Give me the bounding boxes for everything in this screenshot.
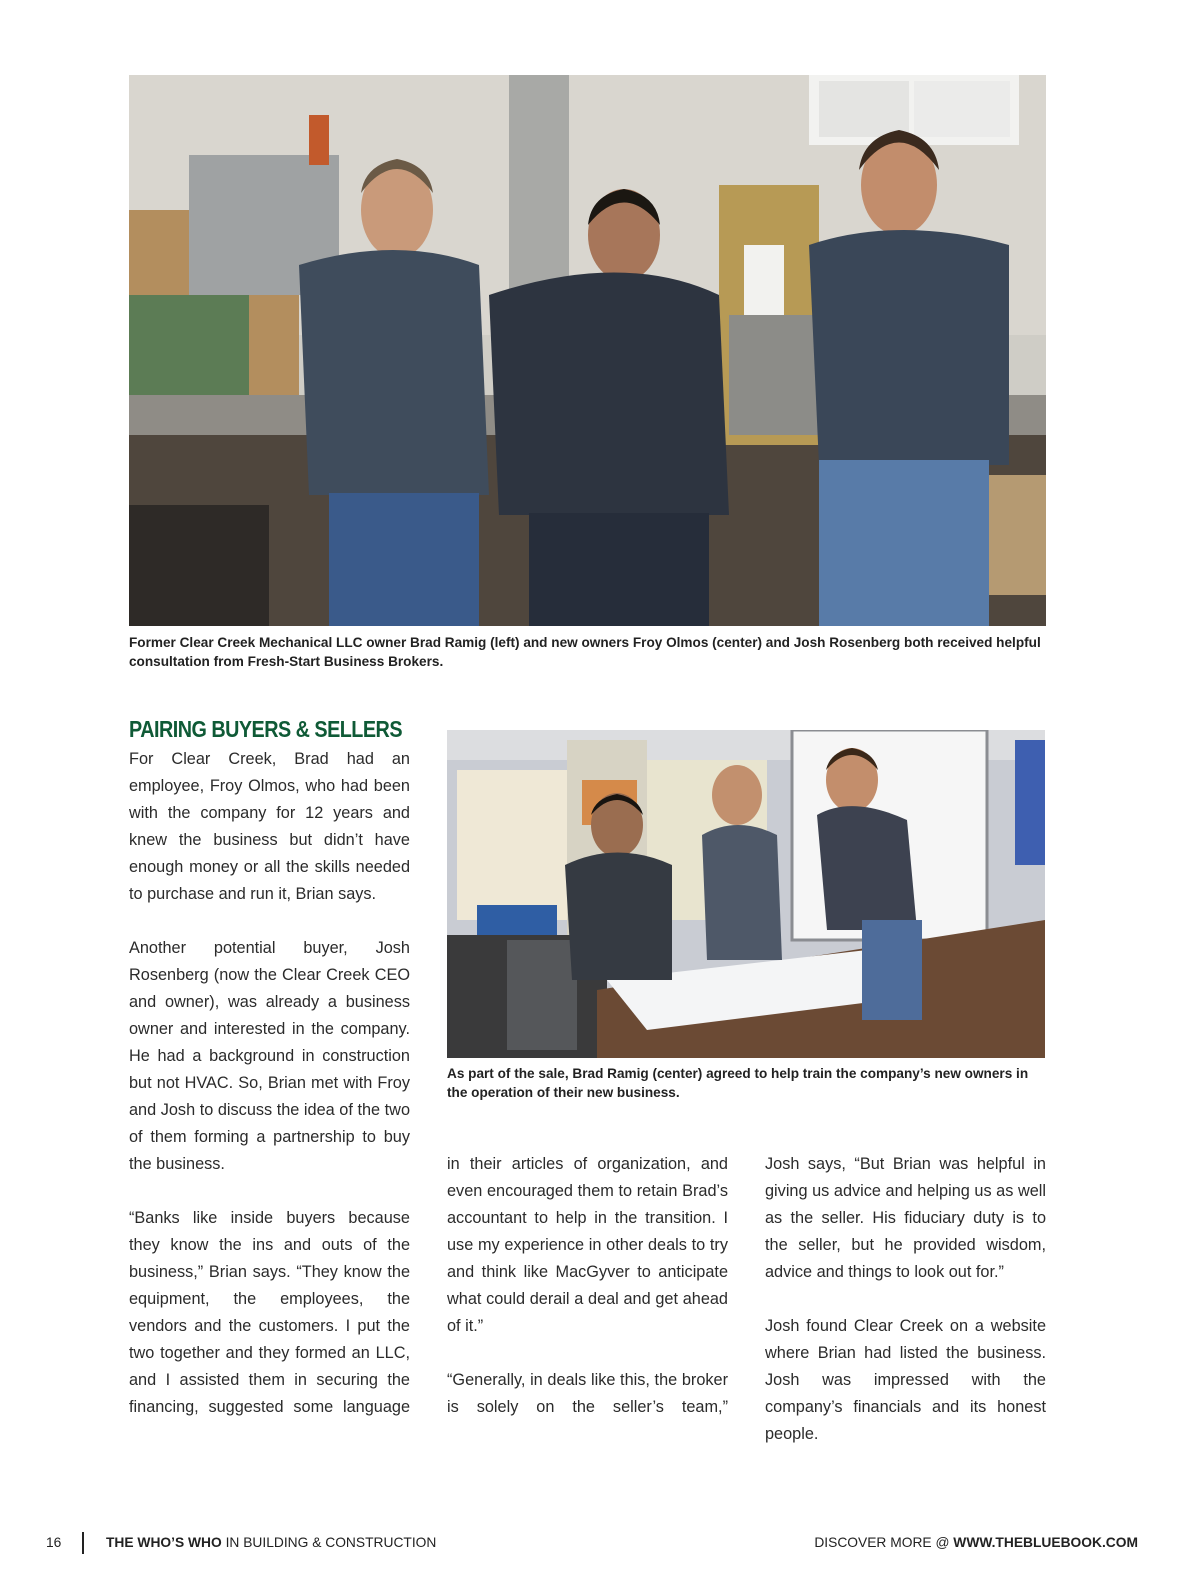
page-number: 16	[46, 1535, 62, 1550]
publication-name-bold: THE WHO’S WHO	[106, 1535, 222, 1550]
paragraph: Another potential buyer, Josh Rosenberg (now the Clear Creek CEO and owner), was already a business owner and interested in the company. He had a background in construction but not HVAC. So, Brian met with Froy and Josh to discuss the idea of the two of them forming a partnership to buy the business.	[129, 939, 410, 1173]
office-photo-illustration	[447, 730, 1045, 1058]
paragraph: “Banks like inside buyers because they know the ins and outs of the business,” Brian says. “They know the equipment, the employees, the vendors and the customers. I put the two together and they formed an LLC, and I assisted them in securing the financing, suggested some language	[129, 1209, 410, 1416]
photo-office-blueprints	[447, 730, 1045, 1058]
workshop-photo-illustration	[129, 75, 1046, 626]
article-column-1	[129, 746, 410, 1421]
paragraph: Josh says, “But Brian was helpful in giving us advice and helping us as well as the seller. His fiduciary duty is to the seller, but he provided wisdom, advice and things to look out for.”	[765, 1155, 1046, 1281]
photo-caption-middle: As part of the sale, Brad Ramig (center) agreed to help train the company’s new owners in the operation of their new business.	[447, 1066, 1029, 1100]
photo-workshop-owners	[129, 75, 1046, 626]
discover-label: DISCOVER MORE @	[814, 1535, 954, 1550]
paragraph: For Clear Creek, Brad had an employee, Froy Olmos, who had been with the company for 12 years and knew the business but didn’t have enough money or all the skills needed to purchase and run it, Brian says.	[129, 750, 410, 903]
section-heading: PAIRING BUYERS & SELLERS	[129, 716, 403, 742]
footer-divider	[82, 1532, 84, 1554]
publication-name	[106, 1535, 436, 1550]
article-column-2	[447, 1151, 728, 1421]
article-column-3	[765, 1151, 1046, 1448]
photo-caption-top: Former Clear Creek Mechanical LLC owner Brad Ramig (left) and new owners Froy Olmos (center) and Josh Rosenberg both received helpful consultation from Fresh-Start Business Brokers.	[129, 635, 1041, 669]
publication-name-rest: IN BUILDING & CONSTRUCTION	[221, 1535, 437, 1550]
paragraph: Josh found Clear Creek on a website where Brian had listed the business. Josh was impressed with the company’s financials and its honest people.	[765, 1317, 1046, 1443]
discover-more	[814, 1535, 1138, 1550]
paragraph: in their articles of organization, and even encouraged them to retain Brad’s accountant to help in the transition. I use my experience in other deals to try and think like MacGyver to anticipate what could derail a deal and get ahead of it.”	[447, 1155, 728, 1335]
website-link[interactable]: WWW.THEBLUEBOOK.COM	[953, 1535, 1138, 1550]
paragraph: “Generally, in deals like this, the broker is solely on the seller’s team,”	[447, 1371, 728, 1416]
